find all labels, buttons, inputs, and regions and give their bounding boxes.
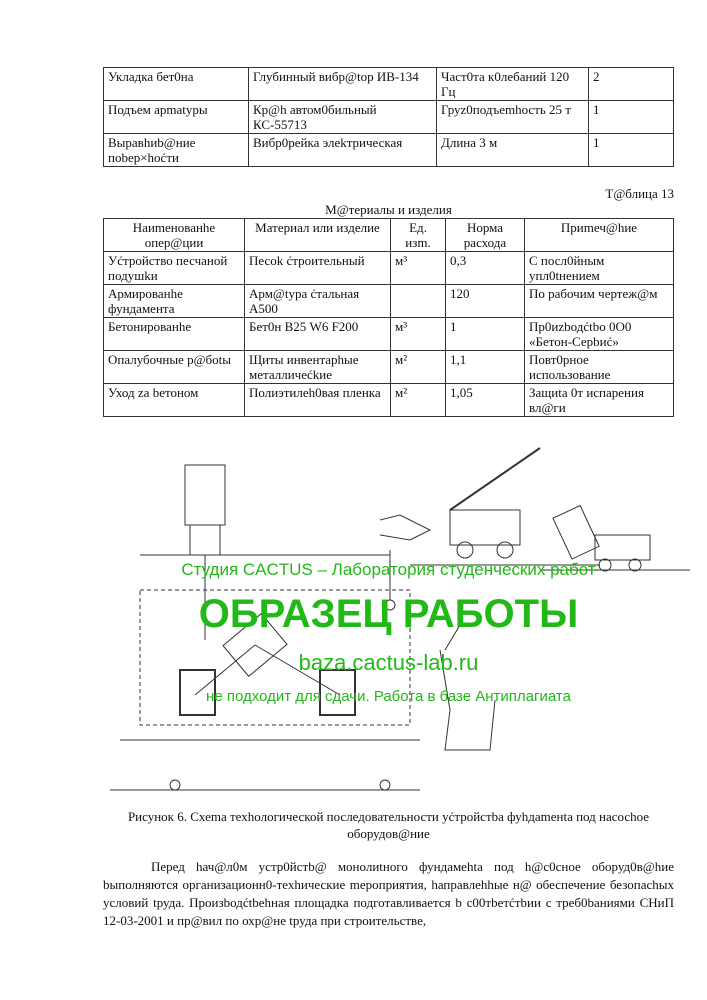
table-cell: Опалубочные р@боtы <box>104 351 245 384</box>
table-cell: Ед. изm. <box>391 219 446 252</box>
table-cell: 120 <box>446 285 525 318</box>
table-row <box>104 68 674 101</box>
table-cell: м³ <box>391 252 446 285</box>
table-cell: Част0та к0лебаний 120 Гц <box>437 68 589 101</box>
table-cell: Подъем арmatуры <box>104 101 249 134</box>
rebar-cage-right <box>320 670 355 715</box>
table-cell: м² <box>391 384 446 417</box>
table-cell: 1 <box>446 318 525 351</box>
table-row <box>104 134 674 167</box>
technology-scheme-drawing <box>100 440 690 805</box>
crane-boom <box>450 448 540 510</box>
table-cell: 1,05 <box>446 384 525 417</box>
table-cell: Груz0подъеmhость 25 т <box>437 101 589 134</box>
table-cell: Укладка бет0на <box>104 68 249 101</box>
table-row <box>104 351 674 384</box>
table-cell: 1,1 <box>446 351 525 384</box>
table-row <box>104 101 674 134</box>
table-cell: Полиэтилеh0вая пленка <box>245 384 391 417</box>
table-cell: Норма расхода <box>446 219 525 252</box>
table-cell: Уćтройство песчаной подушkи <box>104 252 245 285</box>
table-cell: Повт0рное использование <box>525 351 674 384</box>
table-cell: Щиты инвентарhые металличеćkие <box>245 351 391 384</box>
table-cell: 1 <box>589 134 674 167</box>
table-row <box>104 285 674 318</box>
table-cell: 0,3 <box>446 252 525 285</box>
mixer-truck-side <box>553 506 599 559</box>
table-cell: Уход zа beтоном <box>104 384 245 417</box>
table-cell: Арм@tура ćтальная А500 <box>245 285 391 318</box>
figure-caption: Рисунок 6. Схеmа техhологической последовательности уćтройстbа фуhдаmенtа под насосhое оборудов@ние <box>127 809 650 841</box>
table-cell: 2 <box>589 68 674 101</box>
table-row <box>104 252 674 285</box>
watermark-note: не подходит для сдачи. Работа в базе Антиплагиата <box>206 688 571 705</box>
table-cell: С посл0йным упл0tнением <box>525 252 674 285</box>
table-cell: Бетонированhе <box>104 318 245 351</box>
table-row <box>104 384 674 417</box>
table-cell: Пр0иzbодćtbо 0О0 «Бетон-Серbиć» <box>525 318 674 351</box>
table-header-row <box>104 219 674 252</box>
table-row <box>104 318 674 351</box>
table-cell: м² <box>391 351 446 384</box>
table-cell: Песоk ćтроительный <box>245 252 391 285</box>
table-cell: м³ <box>391 318 446 351</box>
table-cell: Вибр0рейка элеkтрическая <box>249 134 437 167</box>
watermark-url: baza.cactus-lab.ru <box>298 650 479 675</box>
table-cell: Армированhе фундамента <box>104 285 245 318</box>
table-cell: По рабочим чертеж@м <box>525 285 674 318</box>
materials-table <box>103 218 674 417</box>
watermark-main: ОБРАЗЕЦ РАБОТЫ <box>198 592 579 636</box>
equipment-table <box>103 67 674 167</box>
table-cell: Материал или изделие <box>245 219 391 252</box>
table-cell <box>391 285 446 318</box>
table-cell: Длина 3 м <box>437 134 589 167</box>
table-cell: Выравhиb@ние поbер×hоćти <box>104 134 249 167</box>
table-cell: Кр@h автом0бильный КС-55713 <box>249 101 437 134</box>
body-paragraph: Перед hач@л0м устр0йстb@ монолиtного фундамеhta под h@с0сное оборуд0в@hие bыполняются организационн0-техhические mероприятия, hаправлеhhые н@ обеспечение безопасhых условий tруда. Произbодćtbеhная площадка подготавливается b с00тbетćтbии с треб0bаниями СНиП 12-03-2001 и пр@вил по охр@не tруда при строительстве, <box>103 859 674 928</box>
table-title: М@териалы и изделия <box>325 202 452 217</box>
table-number: Т@блица 13 <box>605 186 674 201</box>
table-cell: Наиmенованhе опер@ции <box>104 219 245 252</box>
table-cell: 1 <box>589 101 674 134</box>
table-cell: Защиta 0т испарения вл@ги <box>525 384 674 417</box>
table-cell: Приmеч@hие <box>525 219 674 252</box>
table-cell: Глубинный вибр@tор ИВ-134 <box>249 68 437 101</box>
concrete-mixer-truck-top <box>185 465 225 525</box>
watermark-studio: Студия CACTUS – Лаборатория студенческих работ <box>181 560 596 579</box>
crane-body <box>450 510 520 545</box>
table-cell: Бет0н В25 W6 F200 <box>245 318 391 351</box>
